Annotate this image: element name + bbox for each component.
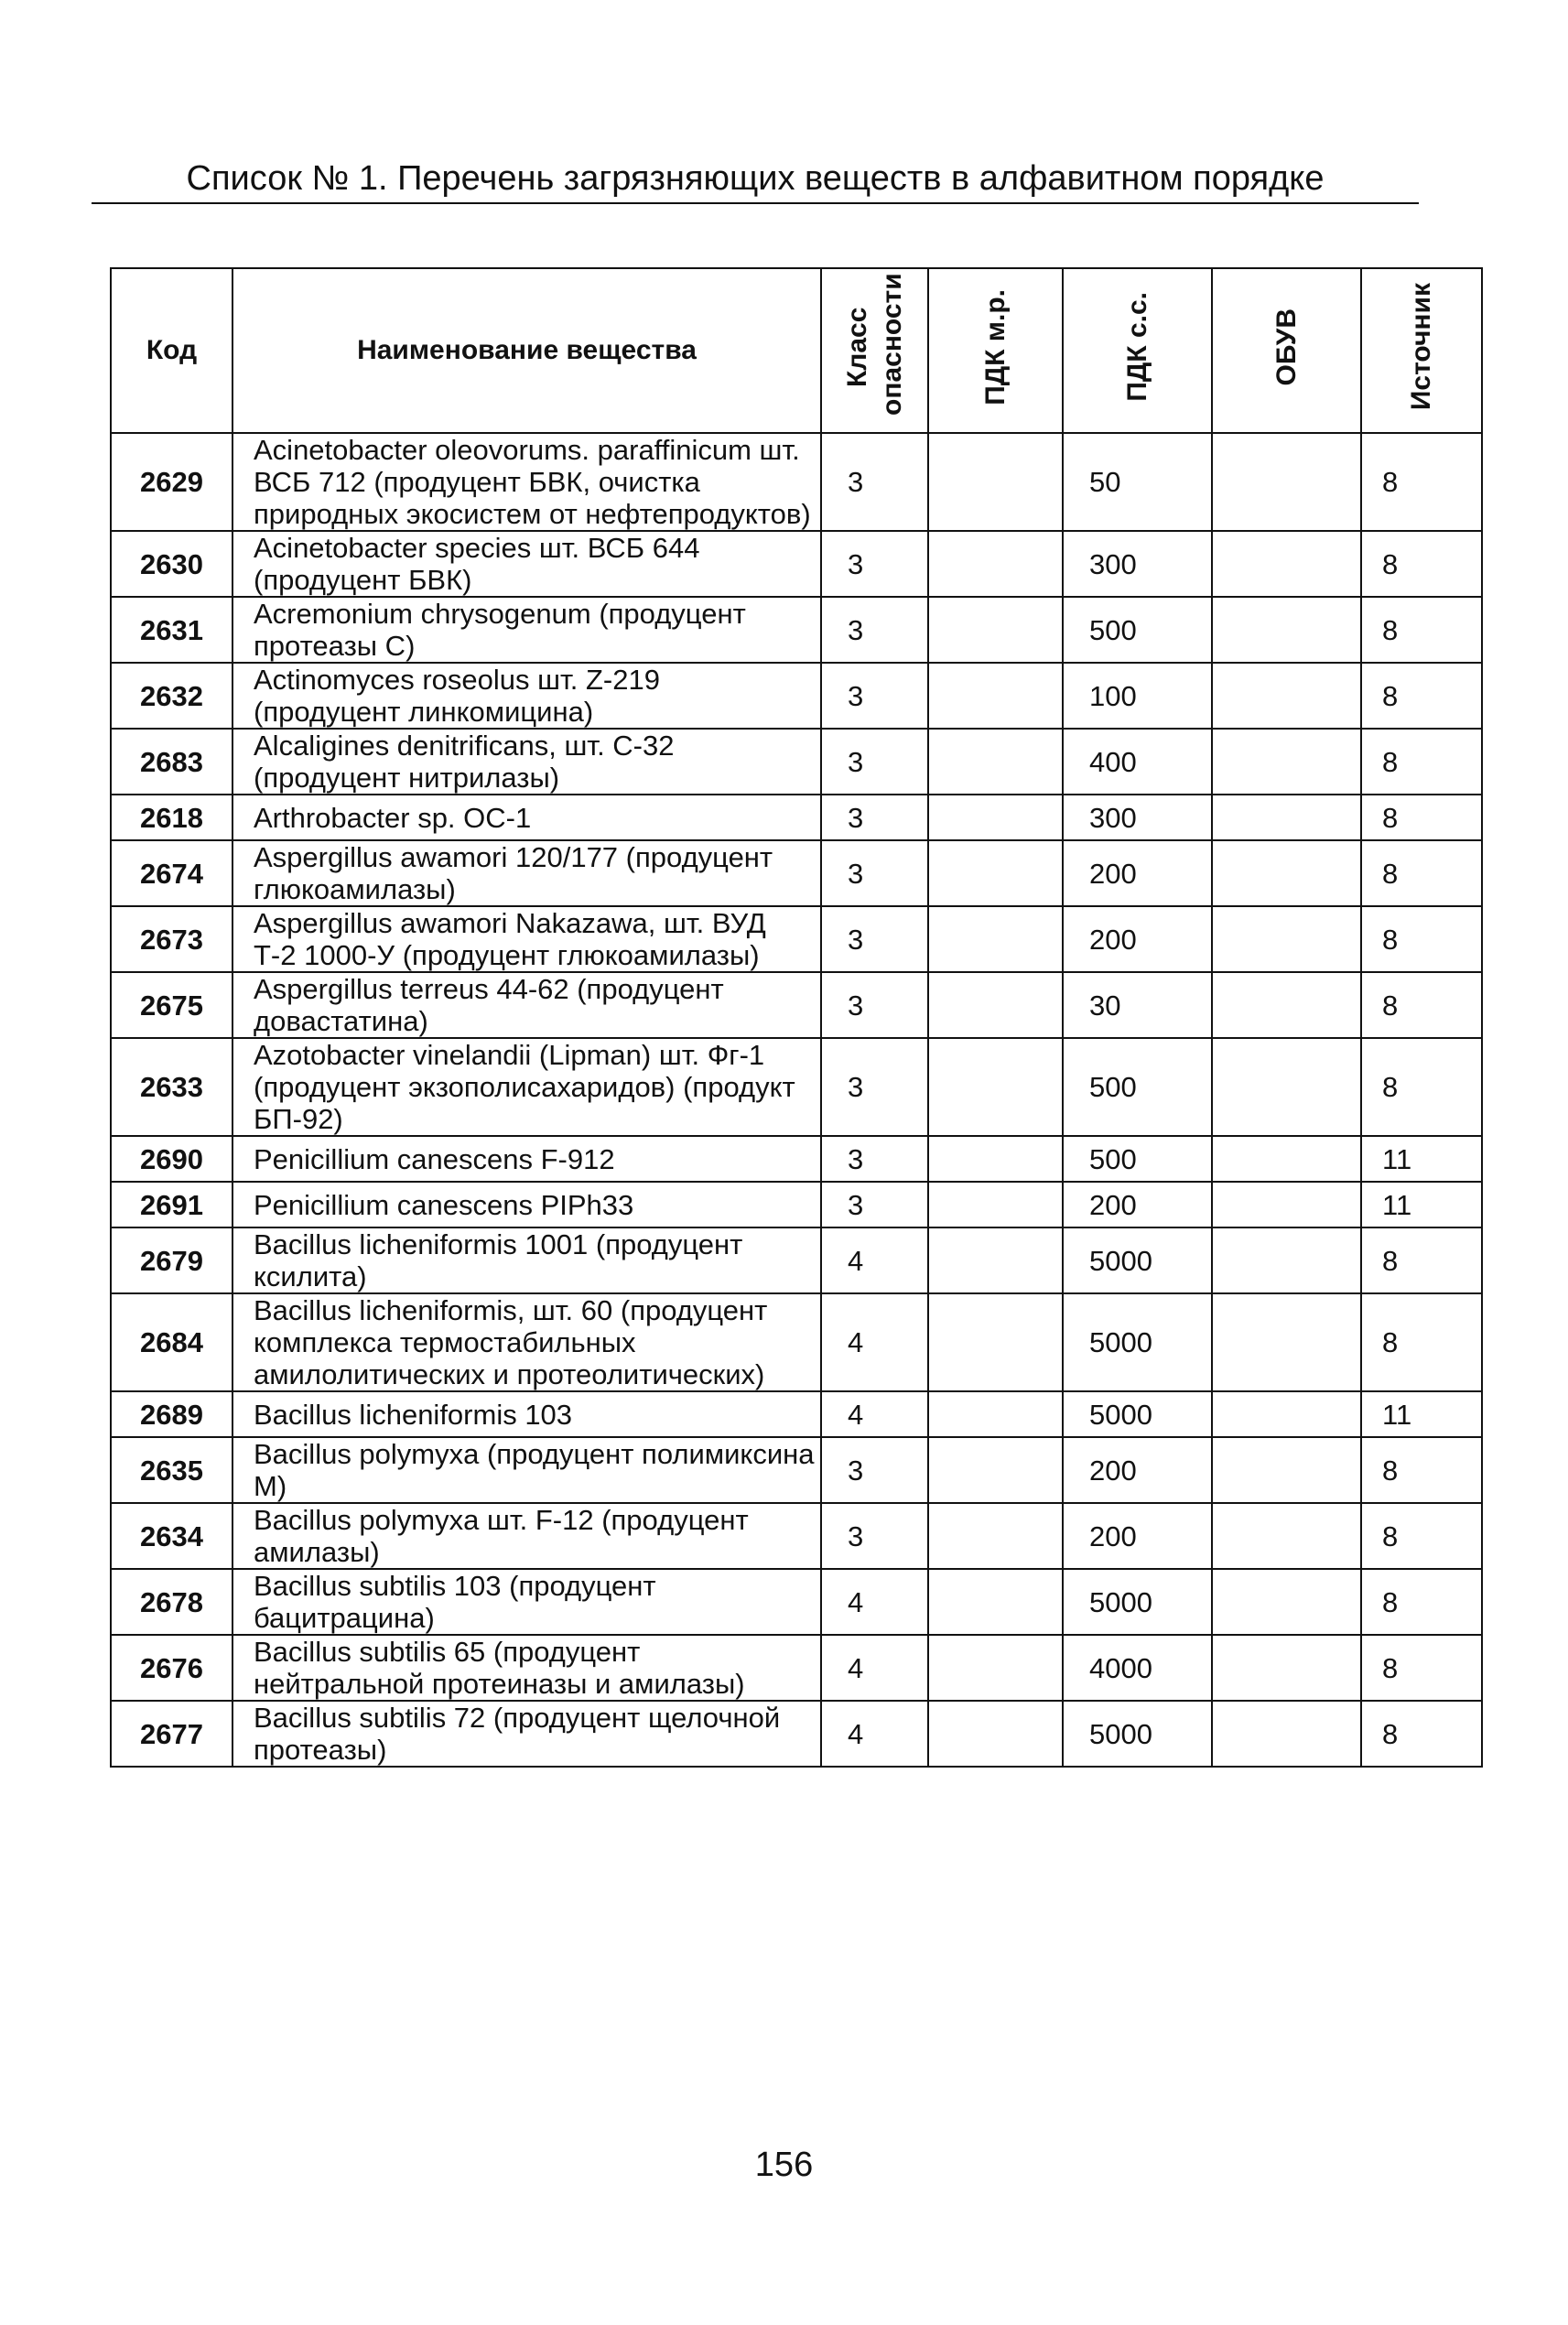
cell-obuv <box>1212 906 1361 972</box>
cell-pdk-mr <box>928 597 1063 663</box>
header-source-label: Источник <box>1406 283 1436 411</box>
page-number: 156 <box>754 2146 814 2184</box>
cell-pdk-ss: 200 <box>1063 1437 1212 1503</box>
cell-hazard-class: 3 <box>821 1136 928 1182</box>
table-row <box>111 1503 1482 1569</box>
cell-pdk-ss: 500 <box>1063 1136 1212 1182</box>
cell-obuv <box>1212 1569 1361 1635</box>
cell-pdk-ss: 4000 <box>1063 1635 1212 1701</box>
cell-name: Bacillus polymyxa (продуцент полимиксина М) <box>232 1437 821 1503</box>
cell-name: Aspergillus awamori 120/177 (продуцент глюкоамилазы) <box>232 840 821 906</box>
cell-code: 2675 <box>111 972 232 1038</box>
cell-name: Bacillus licheniformis, шт. 60 (продуцент комплекса термостабильных амилолитических и протеолитических) <box>232 1293 821 1391</box>
cell-hazard-class: 3 <box>821 1437 928 1503</box>
table-row <box>111 1136 1482 1182</box>
cell-source: 8 <box>1361 1293 1482 1391</box>
cell-obuv <box>1212 1437 1361 1503</box>
cell-obuv <box>1212 729 1361 795</box>
cell-name: Bacillus subtilis 65 (продуцент нейтральной протеиназы и амилазы) <box>232 1635 821 1701</box>
cell-hazard-class: 3 <box>821 597 928 663</box>
cell-pdk-ss: 300 <box>1063 795 1212 840</box>
cell-name: Azotobacter vinelandii (Lipman) шт. Фг-1 (продуцент экзополисахаридов) (продукт БП-92) <box>232 1038 821 1136</box>
cell-name: Actinomyces roseolus шт. Z-219 (продуцент линкомицина) <box>232 663 821 729</box>
cell-name: Penicillium canescens F-912 <box>232 1136 821 1182</box>
cell-hazard-class: 3 <box>821 840 928 906</box>
cell-obuv <box>1212 1293 1361 1391</box>
header-hazard-class <box>821 268 928 433</box>
cell-pdk-mr <box>928 433 1063 531</box>
cell-code: 2676 <box>111 1635 232 1701</box>
cell-pdk-mr <box>928 1391 1063 1437</box>
table-row <box>111 1635 1482 1701</box>
table-row <box>111 1182 1482 1227</box>
cell-hazard-class: 3 <box>821 906 928 972</box>
cell-source: 11 <box>1361 1182 1482 1227</box>
cell-code: 2691 <box>111 1182 232 1227</box>
cell-code: 2632 <box>111 663 232 729</box>
title-rule <box>92 202 1419 204</box>
cell-pdk-mr <box>928 1227 1063 1293</box>
substances-table <box>110 267 1483 1768</box>
cell-source: 8 <box>1361 1701 1482 1767</box>
table-body <box>111 433 1482 1767</box>
cell-pdk-ss: 300 <box>1063 531 1212 597</box>
cell-name: Alcaligines denitrificans, шт. С-32 (продуцент нитрилазы) <box>232 729 821 795</box>
cell-pdk-mr <box>928 906 1063 972</box>
table-row <box>111 531 1482 597</box>
cell-code: 2679 <box>111 1227 232 1293</box>
table-row <box>111 795 1482 840</box>
cell-pdk-ss: 500 <box>1063 1038 1212 1136</box>
cell-code: 2674 <box>111 840 232 906</box>
cell-hazard-class: 4 <box>821 1701 928 1767</box>
cell-code: 2618 <box>111 795 232 840</box>
cell-name: Acremonium chrysogenum (продуцент протеазы С) <box>232 597 821 663</box>
cell-pdk-ss: 5000 <box>1063 1293 1212 1391</box>
cell-code: 2677 <box>111 1701 232 1767</box>
header-pdk-ss-label: ПДК с.с. <box>1121 292 1152 402</box>
cell-pdk-mr <box>928 531 1063 597</box>
cell-name: Acinetobacter species шт. ВСБ 644 (продуцент БВК) <box>232 531 821 597</box>
cell-source: 11 <box>1361 1136 1482 1182</box>
cell-code: 2683 <box>111 729 232 795</box>
cell-name: Bacillus subtilis 103 (продуцент бацитрацина) <box>232 1569 821 1635</box>
cell-pdk-ss: 30 <box>1063 972 1212 1038</box>
cell-hazard-class: 3 <box>821 663 928 729</box>
cell-name: Aspergillus awamori Nakazawa, шт. ВУД Т-2 1000-У (продуцент глюкоамилазы) <box>232 906 821 972</box>
cell-source: 8 <box>1361 597 1482 663</box>
cell-code: 2633 <box>111 1038 232 1136</box>
cell-pdk-mr <box>928 795 1063 840</box>
table-row <box>111 433 1482 531</box>
cell-code: 2689 <box>111 1391 232 1437</box>
cell-pdk-mr <box>928 972 1063 1038</box>
cell-hazard-class: 4 <box>821 1293 928 1391</box>
cell-pdk-ss: 200 <box>1063 1182 1212 1227</box>
cell-obuv <box>1212 531 1361 597</box>
cell-pdk-ss: 200 <box>1063 840 1212 906</box>
cell-code: 2635 <box>111 1437 232 1503</box>
cell-pdk-ss: 200 <box>1063 1503 1212 1569</box>
cell-pdk-ss: 5000 <box>1063 1569 1212 1635</box>
table-header-row <box>111 268 1482 433</box>
header-obuv-label: ОБУВ <box>1271 308 1302 386</box>
header-pdk-mr <box>928 268 1063 433</box>
cell-source: 8 <box>1361 1038 1482 1136</box>
cell-pdk-mr <box>928 1503 1063 1569</box>
cell-name: Bacillus polymyxa шт. F-12 (продуцент амилазы) <box>232 1503 821 1569</box>
table-row <box>111 1437 1482 1503</box>
cell-source: 8 <box>1361 1569 1482 1635</box>
cell-hazard-class: 3 <box>821 729 928 795</box>
cell-source: 8 <box>1361 1635 1482 1701</box>
cell-code: 2629 <box>111 433 232 531</box>
cell-pdk-mr <box>928 1437 1063 1503</box>
table-row <box>111 1227 1482 1293</box>
cell-obuv <box>1212 795 1361 840</box>
cell-code: 2678 <box>111 1569 232 1635</box>
header-name: Наименование вещества <box>232 268 821 433</box>
header-pdk-mr-label: ПДК м.р. <box>979 288 1011 406</box>
cell-source: 8 <box>1361 1227 1482 1293</box>
cell-name: Bacillus licheniformis 1001 (продуцент ксилита) <box>232 1227 821 1293</box>
table-row <box>111 1038 1482 1136</box>
cell-code: 2690 <box>111 1136 232 1182</box>
cell-code: 2634 <box>111 1503 232 1569</box>
page-title: Список № 1. Перечень загрязняющих веществ в алфавитном порядке <box>186 159 1325 198</box>
cell-hazard-class: 3 <box>821 531 928 597</box>
cell-hazard-class: 3 <box>821 795 928 840</box>
table-row <box>111 906 1482 972</box>
cell-pdk-mr <box>928 840 1063 906</box>
table-row <box>111 663 1482 729</box>
table-row <box>111 597 1482 663</box>
header-code: Код <box>111 268 232 433</box>
cell-obuv <box>1212 663 1361 729</box>
cell-pdk-ss: 400 <box>1063 729 1212 795</box>
cell-name: Aspergillus terreus 44-62 (продуцент довастатина) <box>232 972 821 1038</box>
cell-obuv <box>1212 1038 1361 1136</box>
cell-obuv <box>1212 1635 1361 1701</box>
cell-pdk-ss: 5000 <box>1063 1391 1212 1437</box>
cell-source: 8 <box>1361 972 1482 1038</box>
cell-code: 2673 <box>111 906 232 972</box>
cell-pdk-mr <box>928 1182 1063 1227</box>
cell-name: Acinetobacter oleovorums. paraffinicum шт. ВСБ 712 (продуцент БВК, очистка природных экосистем от нефтепродуктов) <box>232 433 821 531</box>
cell-source: 8 <box>1361 1503 1482 1569</box>
cell-name: Penicillium canescens PIPh33 <box>232 1182 821 1227</box>
cell-name: Arthrobacter sp. OC-1 <box>232 795 821 840</box>
cell-hazard-class: 3 <box>821 1182 928 1227</box>
cell-pdk-mr <box>928 663 1063 729</box>
cell-source: 8 <box>1361 840 1482 906</box>
cell-source: 11 <box>1361 1391 1482 1437</box>
cell-obuv <box>1212 1701 1361 1767</box>
cell-pdk-mr <box>928 1569 1063 1635</box>
cell-pdk-ss: 50 <box>1063 433 1212 531</box>
cell-code: 2631 <box>111 597 232 663</box>
header-hazard-class-label: Класс опасности <box>841 273 907 416</box>
cell-obuv <box>1212 972 1361 1038</box>
table-row <box>111 1293 1482 1391</box>
cell-obuv <box>1212 1182 1361 1227</box>
table-row <box>111 1569 1482 1635</box>
cell-pdk-ss: 200 <box>1063 906 1212 972</box>
cell-pdk-ss: 100 <box>1063 663 1212 729</box>
cell-hazard-class: 3 <box>821 972 928 1038</box>
header-source <box>1361 268 1482 433</box>
cell-code: 2630 <box>111 531 232 597</box>
cell-source: 8 <box>1361 906 1482 972</box>
table-row <box>111 1391 1482 1437</box>
cell-pdk-mr <box>928 729 1063 795</box>
cell-hazard-class: 3 <box>821 1503 928 1569</box>
cell-obuv <box>1212 433 1361 531</box>
cell-pdk-mr <box>928 1635 1063 1701</box>
header-obuv <box>1212 268 1361 433</box>
cell-pdk-ss: 5000 <box>1063 1701 1212 1767</box>
cell-source: 8 <box>1361 729 1482 795</box>
cell-obuv <box>1212 840 1361 906</box>
cell-pdk-mr <box>928 1293 1063 1391</box>
cell-obuv <box>1212 1227 1361 1293</box>
cell-pdk-mr <box>928 1701 1063 1767</box>
cell-obuv <box>1212 1391 1361 1437</box>
table-row <box>111 729 1482 795</box>
cell-pdk-mr <box>928 1136 1063 1182</box>
cell-hazard-class: 3 <box>821 433 928 531</box>
cell-source: 8 <box>1361 1437 1482 1503</box>
cell-hazard-class: 3 <box>821 1038 928 1136</box>
cell-source: 8 <box>1361 433 1482 531</box>
cell-source: 8 <box>1361 531 1482 597</box>
cell-hazard-class: 4 <box>821 1391 928 1437</box>
header-pdk-ss <box>1063 268 1212 433</box>
cell-obuv <box>1212 597 1361 663</box>
cell-source: 8 <box>1361 663 1482 729</box>
cell-obuv <box>1212 1503 1361 1569</box>
cell-name: Bacillus licheniformis 103 <box>232 1391 821 1437</box>
cell-pdk-mr <box>928 1038 1063 1136</box>
table-row <box>111 972 1482 1038</box>
table-row <box>111 840 1482 906</box>
cell-obuv <box>1212 1136 1361 1182</box>
cell-name: Bacillus subtilis 72 (продуцент щелочной протеазы) <box>232 1701 821 1767</box>
cell-pdk-ss: 500 <box>1063 597 1212 663</box>
table-row <box>111 1701 1482 1767</box>
cell-source: 8 <box>1361 795 1482 840</box>
cell-pdk-ss: 5000 <box>1063 1227 1212 1293</box>
cell-code: 2684 <box>111 1293 232 1391</box>
cell-hazard-class: 4 <box>821 1227 928 1293</box>
cell-hazard-class: 4 <box>821 1635 928 1701</box>
cell-hazard-class: 4 <box>821 1569 928 1635</box>
